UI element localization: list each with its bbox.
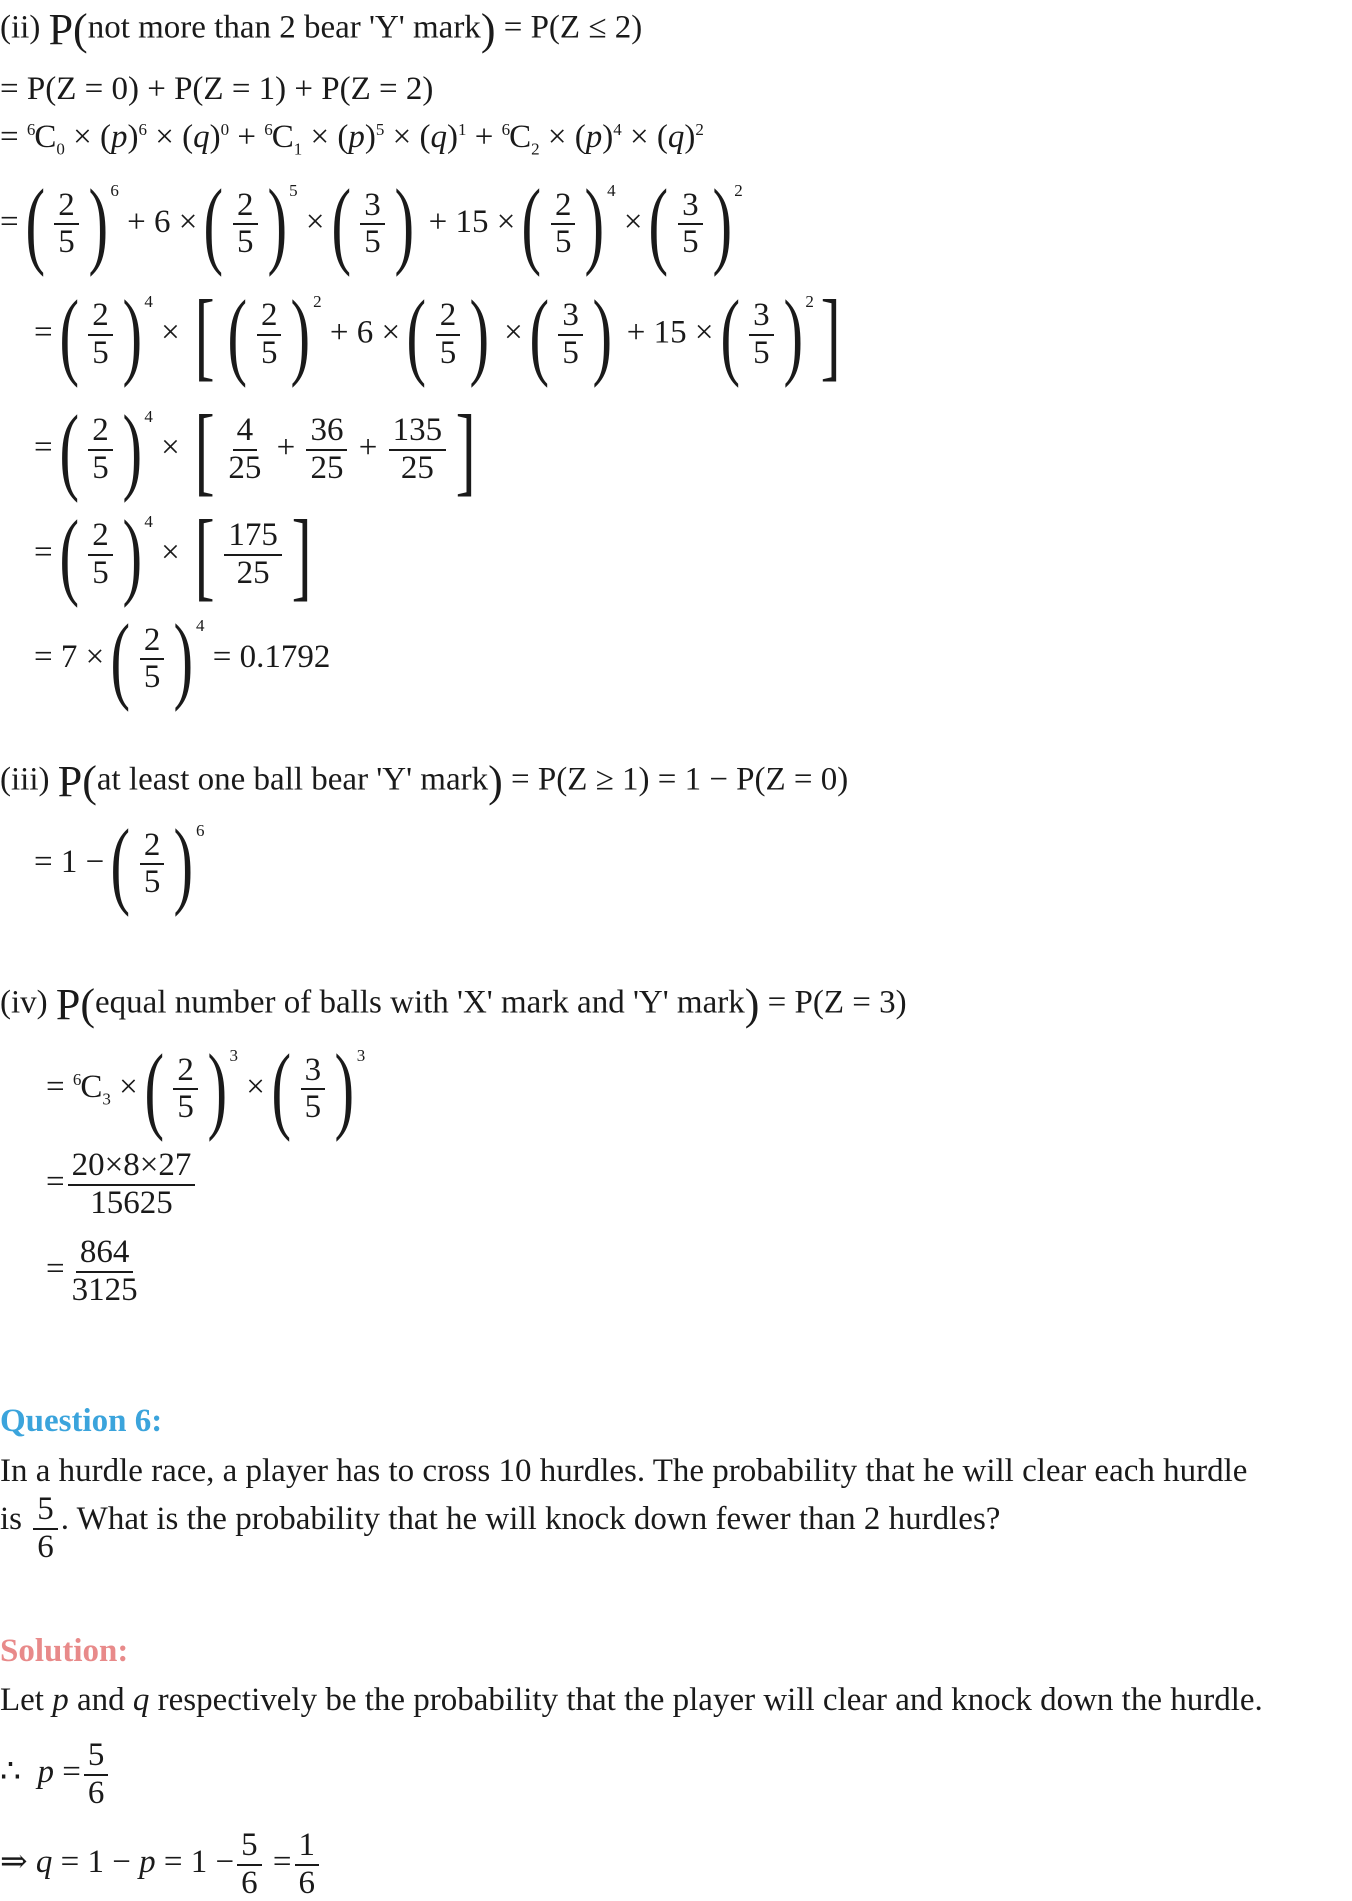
part-label: (ii) bbox=[0, 9, 41, 46]
binomial-expansion: = $^6C_0 \times (p)^6 \times (q)^0 + ^6C_1 \times (p)^5 \times (q)^1 + ^6C_2 \times (p)^4 \times (q)^2$ bbox=[0, 119, 704, 159]
simplified-line: = ( $\frac{2}{5}$ ) 4 × [ $\frac{175}{25}$ ] bbox=[34, 499, 312, 610]
part-iii-header: (iii) P(at least one ball bear 'Y' mark) = P(Z ≥ 1) = 1 − P(Z = 0) bbox=[0, 757, 849, 806]
result-line: = 7 × ( $\frac{2}{5}$ ) 4 = 0.1792 bbox=[34, 605, 331, 713]
result-value: = 0.1792 bbox=[212, 638, 331, 675]
answer-denominator: 3125 bbox=[71, 1271, 138, 1308]
combination-line: = $^6C_3$ × ( $\frac{2}{5}$ ) 3 × ( $\frac{3}{5}$ ) 3 bbox=[46, 1035, 366, 1143]
question-heading: Question 6: bbox=[0, 1403, 163, 1439]
is-word: is bbox=[0, 1501, 23, 1537]
equation-line bbox=[0, 70, 433, 110]
answer-fraction-line: = $\frac{864}{3125}$ bbox=[46, 1235, 145, 1308]
q-value-line: ⇒ q = 1 − p = 1 − $\frac{5}{6}$ = $\frac{1}{6}$ bbox=[0, 1828, 322, 1901]
probability-denominator: 6 bbox=[37, 1528, 54, 1565]
fraction-sum-line: = ( $\frac{2}{5}$ ) 4 × [ $\frac{4}{25}$ + $\frac{36}{25}$ + $\frac{135}{25}$ ] bbox=[34, 394, 476, 505]
event-text: not more than 2 bear 'Y' mark bbox=[87, 9, 481, 46]
probability-numerator: 5 bbox=[33, 1492, 58, 1530]
answer-numerator: 864 bbox=[76, 1235, 134, 1273]
event-text: at least one ball bear 'Y' mark bbox=[96, 761, 489, 798]
question-text-line1: In a hurdle race, a player has to cross 10 hurdles. The probability that he will clear each hurdle bbox=[0, 1453, 1248, 1489]
question-text-rest: . What is the probability that he will knock down fewer than 2 hurdles? bbox=[60, 1501, 1001, 1537]
solution-text-line1: Let p and q respectively be the probability that the player will clear and knock down the hurdle. bbox=[0, 1682, 1263, 1718]
part-label: (iv) bbox=[0, 984, 48, 1021]
complement-line: = 1 − ( $\frac{2}{5}$ ) 6 bbox=[34, 810, 205, 918]
event-rhs: = P(Z = 3) bbox=[767, 984, 907, 1021]
event-rhs: = P(Z ≤ 2) bbox=[503, 9, 643, 46]
part-iv-header: (iv) P(equal number of balls with 'X' mark and 'Y' mark) = P(Z = 3) bbox=[0, 980, 907, 1029]
part-ii-header: (ii) P(not more than 2 bear 'Y' mark) = P(Z ≤ 2) bbox=[0, 5, 643, 54]
factored-line: = ( $\frac{2}{5}$ ) 4 × [ ( $\frac{2}{5}$ ) 2 + 6 × ( $\frac{2}{5}$ ) × ( $\frac{3}{5}$ ) + 15 × ( $\frac{3}{5}$ ) 2 ] bbox=[34, 279, 841, 390]
product-denominator: 15625 bbox=[90, 1184, 173, 1221]
solution-text: respectively be the probability that the player will clear and knock down the hurdle. bbox=[157, 1682, 1263, 1718]
solution-word: Let bbox=[0, 1682, 44, 1718]
event-text: equal number of balls with 'X' mark and 'Y' mark bbox=[95, 984, 745, 1021]
p-value-line: ∴ p = $\frac{5}{6}$ bbox=[0, 1738, 111, 1811]
solution-heading: Solution: bbox=[0, 1633, 129, 1669]
substitution-line: = ( $\frac{2}{5}$ ) 6 + 6 × ( $\frac{2}{5}$ ) 5 × ( $\frac{3}{5}$ ) + 15 × ( $\frac{2}{5}$ ) 4 × ( $\frac{3}{5}$ ) 2 bbox=[0, 170, 743, 278]
question-text-line2 bbox=[0, 1491, 1001, 1575]
equation-text: = P(Z = 0) + P(Z = 1) + P(Z = 2) bbox=[0, 71, 434, 107]
event-rhs: = P(Z ≥ 1) = 1 − P(Z = 0) bbox=[511, 761, 849, 798]
part-label: (iii) bbox=[0, 761, 50, 798]
product-numerator: 20×8×27 bbox=[68, 1148, 196, 1186]
product-fraction-line: = $\frac{20\times 8\times 27}{15625}$ bbox=[46, 1148, 198, 1221]
solution-word: and bbox=[76, 1682, 125, 1718]
